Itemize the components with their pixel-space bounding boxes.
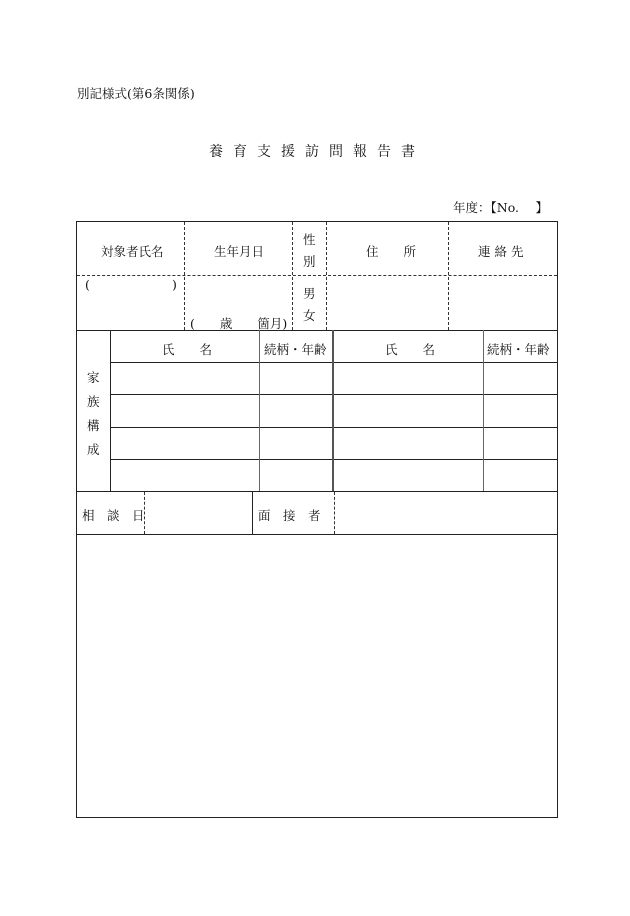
title-char: 援 <box>281 144 295 160</box>
family-label-char: 構 <box>87 418 100 433</box>
family-label-char: 家 <box>87 370 100 385</box>
female-option[interactable]: 女 <box>303 308 316 323</box>
family-name-header: 氏 名 <box>385 342 436 357</box>
form-label: 別記様式(第6条関係) <box>77 86 195 101</box>
title-char: 告 <box>377 144 391 160</box>
family-relation-cell[interactable] <box>484 363 557 394</box>
title-char: 報 <box>353 144 367 160</box>
age-label: ( 歳 箇月) <box>190 316 288 331</box>
interviewer-field[interactable] <box>336 493 556 533</box>
family-relation-header: 続柄・年齢 <box>487 342 550 357</box>
title-char: 書 <box>401 144 415 160</box>
family-relation-header: 続柄・年齢 <box>264 342 327 357</box>
address-header: 住 所 <box>366 244 417 259</box>
family-relation-cell[interactable] <box>260 363 332 394</box>
family-name-cell[interactable] <box>334 363 483 394</box>
family-label-char: 成 <box>87 442 100 457</box>
report-body-area[interactable] <box>77 535 557 817</box>
name-paren-close: ) <box>172 277 177 292</box>
family-name-cell[interactable] <box>111 363 259 394</box>
interviewer-label: 面 接 者 <box>258 508 321 523</box>
consult-date-field[interactable] <box>146 493 250 533</box>
year-number-label: 年度：【No. 】 <box>453 200 548 215</box>
title-char: 育 <box>233 144 247 160</box>
title-char: 問 <box>329 144 343 160</box>
family-label-char: 族 <box>87 394 100 409</box>
contact-header: 連 絡 先 <box>478 244 524 259</box>
sex-header-1: 性 <box>303 232 316 247</box>
male-option[interactable]: 男 <box>303 286 316 301</box>
page-title <box>204 141 420 161</box>
family-name-header: 氏 名 <box>162 342 213 357</box>
title-char: 訪 <box>305 144 319 160</box>
birthdate-header: 生年月日 <box>214 244 265 259</box>
consult-date-label: 相 談 日 <box>82 508 145 523</box>
title-char: 養 <box>209 144 223 160</box>
title-char: 支 <box>257 144 271 160</box>
target-name-header: 対象者氏名 <box>101 244 164 259</box>
name-paren-open: ( <box>85 277 90 292</box>
sex-header-2: 別 <box>303 254 316 269</box>
